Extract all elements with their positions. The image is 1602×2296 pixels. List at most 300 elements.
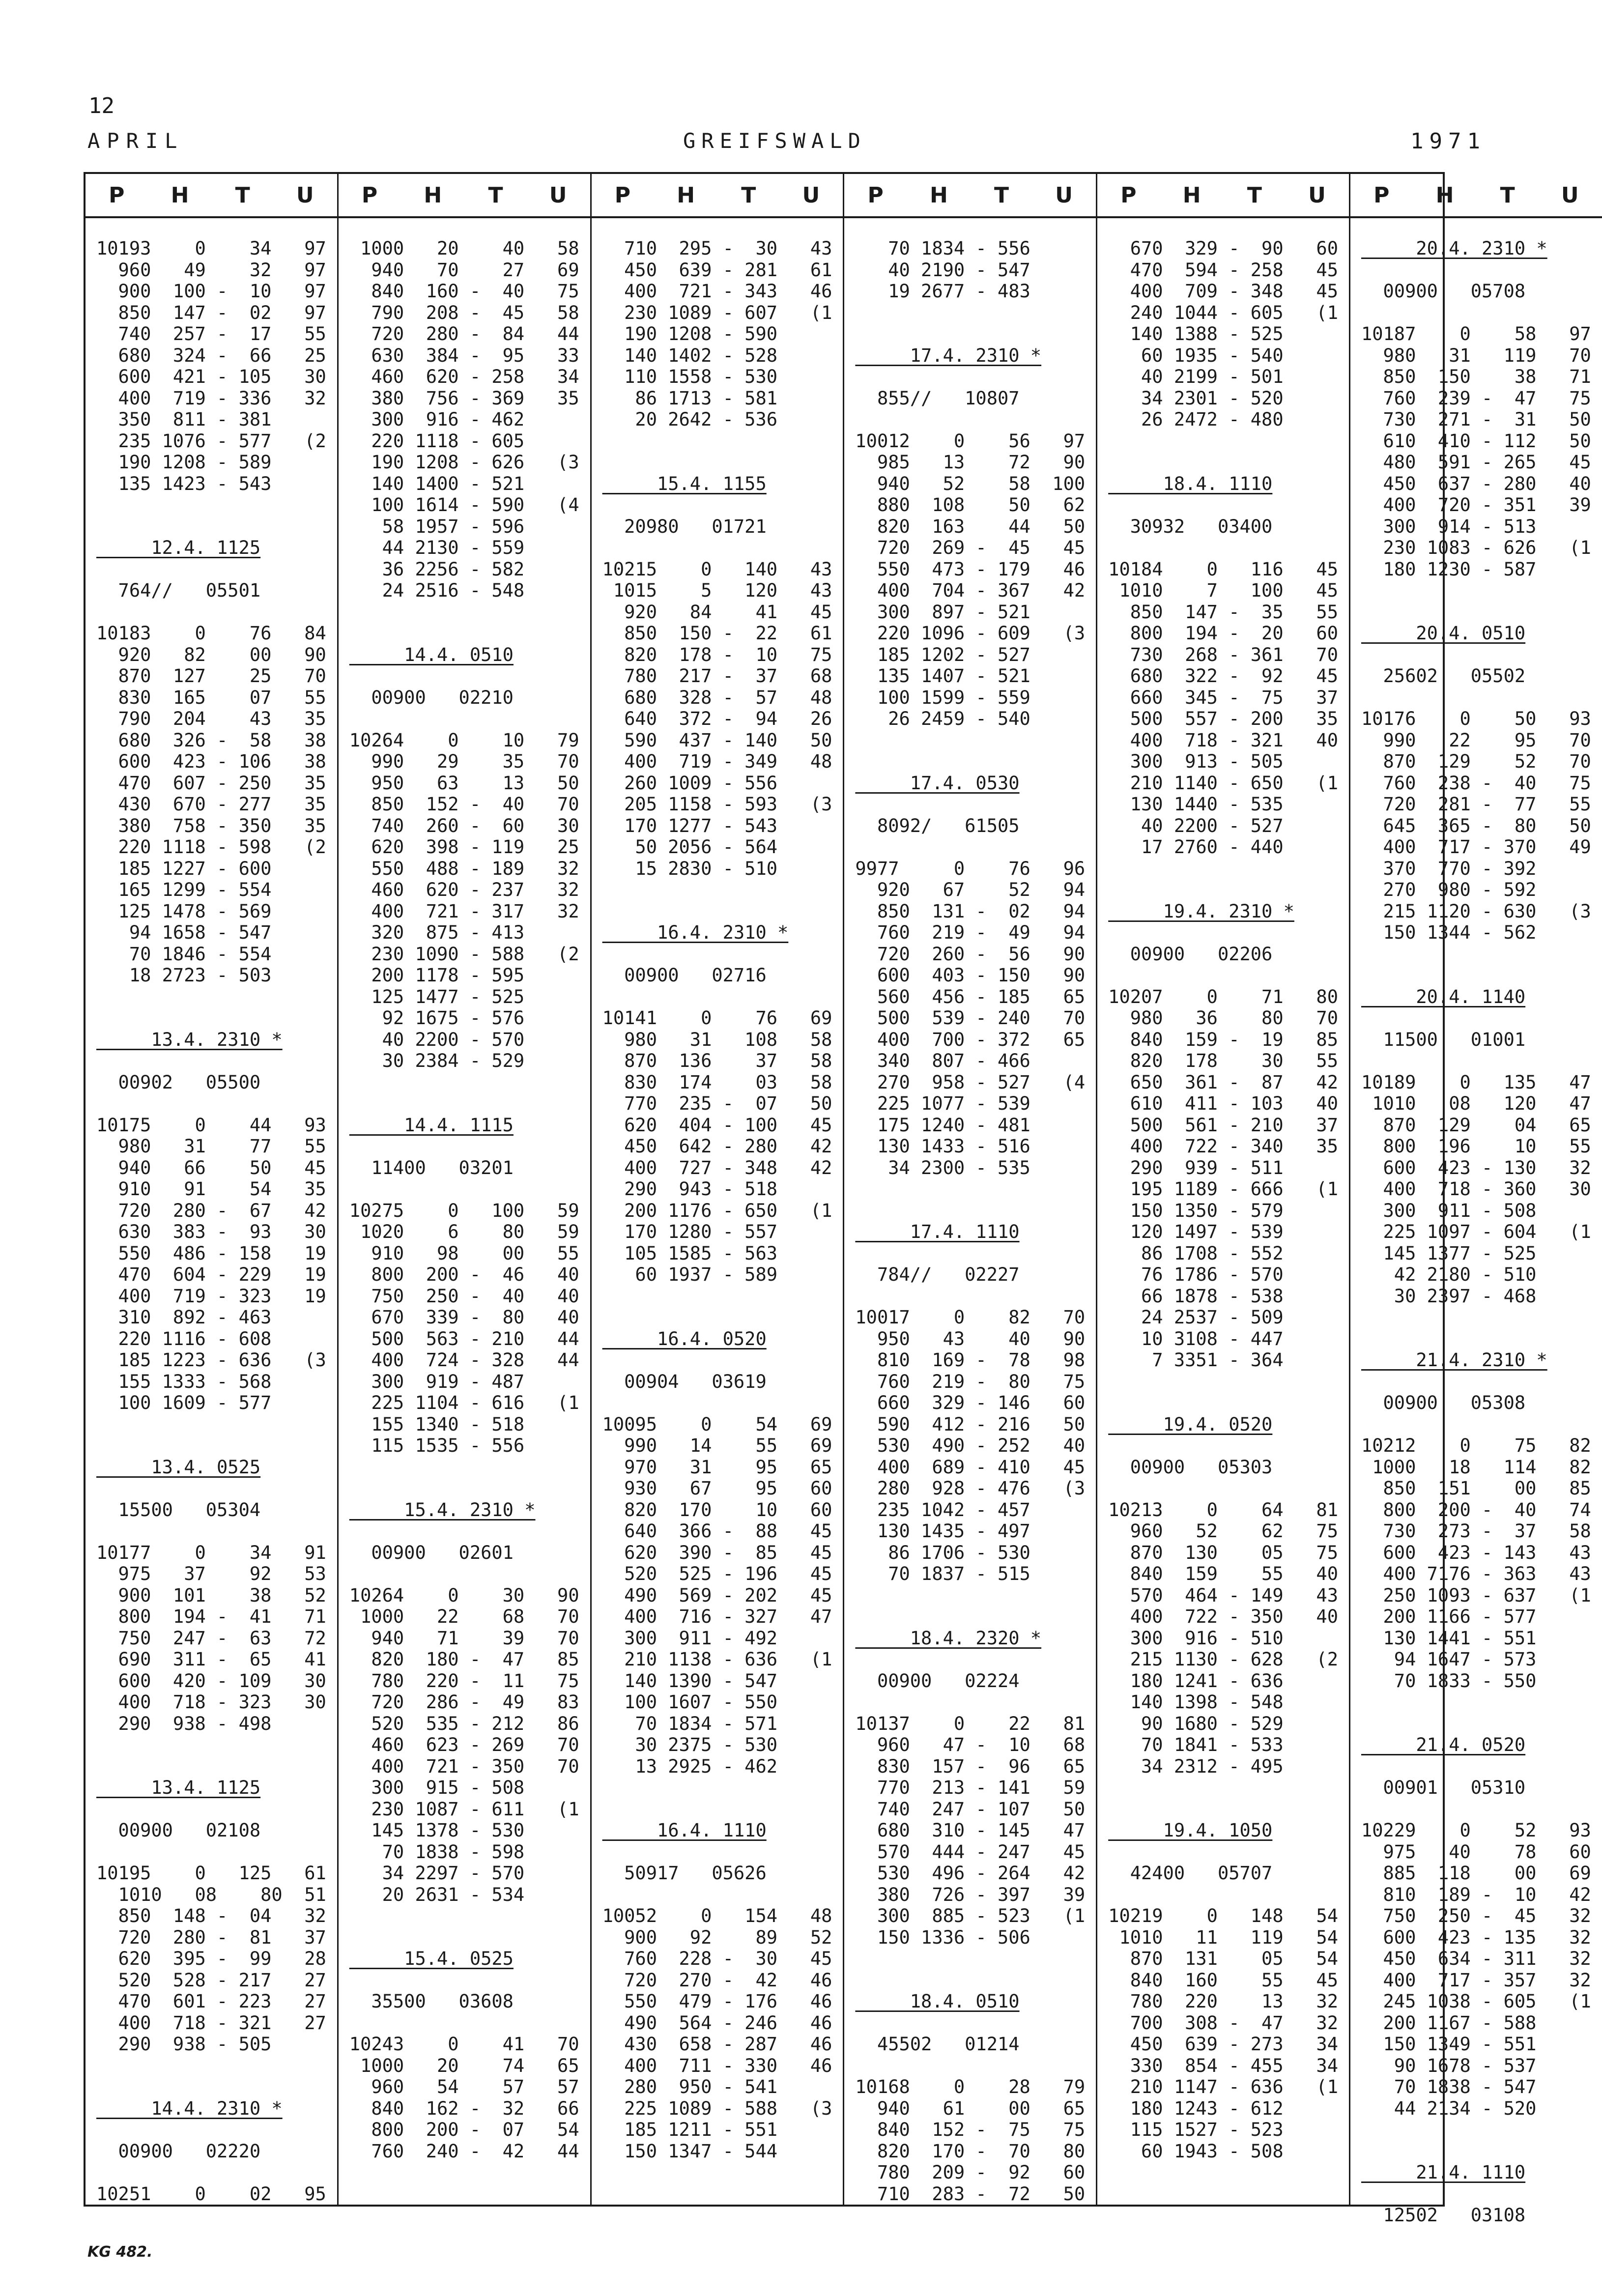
data-row: 720 280 - 81 37	[96, 1926, 326, 1948]
data-row: 10264 0 10 79	[349, 729, 579, 751]
data-row: 130 1440 - 535	[1108, 794, 1284, 815]
data-row	[1361, 944, 1591, 965]
data-row	[855, 2012, 1085, 2034]
data-row	[1108, 494, 1338, 516]
data-row: 190 1208 - 589	[96, 452, 272, 473]
data-row: 720 286 - 49 83	[349, 1692, 579, 1713]
data-row	[602, 452, 832, 473]
data-row: 530 496 - 264 42	[855, 1863, 1086, 1884]
sounding-header: 19.4. 0520	[1108, 1413, 1273, 1435]
header-u: U	[1561, 182, 1579, 208]
sounding-header: 21.4. 2310 *	[1361, 1349, 1547, 1371]
column-header	[1350, 174, 1602, 218]
sounding-table	[84, 172, 1591, 2226]
data-row: 10193 0 34 97	[96, 238, 326, 259]
data-row: 975 40 78 60	[1361, 1841, 1591, 1863]
data-row	[602, 1799, 832, 1820]
data-row	[602, 1884, 832, 1906]
data-row: 400 7176 - 363 43	[1361, 1563, 1591, 1584]
data-row: 380 758 - 350 35	[96, 815, 326, 836]
data-row: 900 100 - 10 97	[96, 281, 326, 302]
data-row: 850 151 00 85	[1361, 1478, 1591, 1499]
data-row: 680 324 - 66 25	[96, 344, 326, 366]
data-row	[349, 1457, 579, 1478]
data-row: 830 174 03 58	[602, 1071, 832, 1093]
sounding-header: 18.4. 2320 *	[855, 1627, 1042, 1649]
data-row: 520 525 - 196 45	[602, 1563, 832, 1584]
data-row: 620 390 - 85 45	[602, 1542, 832, 1563]
data-row: 840 152 - 75 75	[855, 2119, 1086, 2140]
data-row: 970 31 95 65	[602, 1456, 832, 1478]
data-row: 400 717 - 357 32	[1361, 1969, 1591, 1991]
data-row: 990 22 95 70	[1361, 729, 1591, 751]
data-row	[1361, 644, 1591, 666]
data-row: 400 718 - 321 27	[96, 2012, 326, 2034]
data-row: 45502 01214	[855, 2034, 1020, 2055]
data-row: 70 1838 - 547	[1361, 2076, 1537, 2097]
data-row: 145 1377 - 525	[1361, 1242, 1537, 1264]
data-row: 220 1116 - 608	[96, 1328, 272, 1349]
data-row: 550 486 - 158 19	[96, 1242, 326, 1264]
footer-code: KG 482.	[87, 2243, 153, 2261]
data-row: 630 384 - 95 33	[349, 344, 579, 366]
data-row: 1010 08 120 47	[1361, 1093, 1591, 1114]
data-row: 830 165 07 55	[96, 687, 326, 708]
page-number: 12	[88, 93, 114, 118]
data-row	[855, 836, 1085, 858]
header-h: H	[929, 182, 948, 208]
data-row: 590 412 - 216 50	[855, 1413, 1086, 1435]
data-row: 470 601 - 223 27	[96, 1991, 326, 2012]
data-row: 10229 0 52 93	[1361, 1820, 1591, 1841]
data-row: 350 811 - 381	[96, 409, 272, 430]
data-row: 400 718 - 321 40	[1108, 729, 1338, 751]
data-row: 380 756 - 369 35	[349, 387, 579, 409]
data-row: 30 2384 - 529	[349, 1050, 525, 1071]
data-row	[1108, 858, 1338, 880]
header-t: T	[1247, 182, 1262, 208]
data-row: 10168 0 28 79	[855, 2076, 1086, 2097]
data-row: 110 1558 - 530	[602, 366, 778, 387]
data-row	[1361, 259, 1591, 281]
sounding-header: 20.4. 2310 *	[1361, 238, 1547, 259]
data-row: 280 950 - 541	[602, 2076, 778, 2097]
data-row	[1108, 430, 1338, 452]
data-row	[855, 1178, 1085, 1200]
data-row: 680 310 - 145 47	[855, 1820, 1086, 1841]
data-row	[855, 730, 1085, 751]
header-p: P	[1120, 182, 1137, 208]
data-row: 24 2537 - 509	[1108, 1307, 1284, 1328]
data-row: 720 260 - 56 90	[855, 943, 1086, 965]
data-row	[1108, 1841, 1338, 1863]
data-row: 550 488 - 189 32	[349, 858, 579, 879]
data-row	[855, 1585, 1085, 1607]
data-row	[602, 1286, 832, 1307]
data-row	[1108, 1799, 1338, 1820]
data-row: 36 2256 - 582	[349, 558, 525, 580]
data-row: 135 1423 - 543	[96, 473, 272, 494]
data-row: 820 178 - 10 75	[602, 644, 832, 665]
data-row: 985 13 72 90	[855, 452, 1086, 473]
data-row: 200 1166 - 577	[1361, 1606, 1537, 1627]
data-row	[96, 1799, 326, 1820]
data-row: 720 280 - 67 42	[96, 1200, 326, 1221]
data-row: 140 1388 - 525	[1108, 323, 1284, 344]
data-row: 760 240 - 42 44	[349, 2140, 579, 2162]
data-row: 17 2760 - 440	[1108, 836, 1284, 858]
data-row: 450 639 - 281 61	[602, 259, 832, 281]
data-row: 90 1678 - 537	[1361, 2055, 1537, 2076]
data-row: 380 726 - 397 39	[855, 1884, 1086, 1905]
data-row	[602, 944, 832, 965]
data-row: 125 1478 - 569	[96, 900, 272, 922]
data-row: 900 101 38 52	[96, 1584, 326, 1606]
data-row: 640 372 - 94 26	[602, 708, 832, 729]
data-row: 920 82 00 90	[96, 644, 326, 665]
data-row: 245 1038 - 605 (1	[1361, 1991, 1591, 2012]
data-row: 720 281 - 77 55	[1361, 794, 1591, 815]
data-row: 180 1243 - 612	[1108, 2097, 1284, 2119]
data-row	[349, 1563, 579, 1585]
data-row: 290 938 - 505	[96, 2034, 272, 2055]
data-row: 990 14 55 69	[602, 1435, 832, 1456]
data-row: 500 563 - 210 44	[349, 1328, 579, 1349]
table-column-6	[1350, 174, 1602, 2226]
data-row: 100 1609 - 577	[96, 1392, 272, 1413]
header-t: T	[235, 182, 250, 208]
data-row: 00900 02210	[349, 687, 514, 708]
data-row	[855, 1243, 1085, 1264]
data-row	[602, 494, 832, 516]
data-row	[96, 2055, 326, 2077]
data-row: 750 250 - 45 32	[1361, 1905, 1591, 1926]
header-h: H	[677, 182, 695, 208]
data-row	[855, 794, 1085, 815]
table-column-1	[86, 174, 339, 2205]
data-row: 200 1167 - 588	[1361, 2012, 1537, 2034]
data-row: 10183 0 76 84	[96, 623, 326, 644]
data-row: 740 260 - 60 30	[349, 815, 579, 836]
data-row	[96, 1050, 326, 1072]
data-row: 800 200 - 46 40	[349, 1264, 579, 1285]
data-row: 300 885 - 523 (1	[855, 1905, 1086, 1926]
header-u: U	[1055, 182, 1073, 208]
data-row: 86 1713 - 581	[602, 387, 778, 409]
data-row: 10017 0 82 70	[855, 1307, 1086, 1328]
data-row: 170 1277 - 543	[602, 815, 778, 836]
data-row: 960 49 32 97	[96, 259, 326, 281]
data-row	[1361, 2119, 1591, 2141]
data-row: 140 1390 - 547	[602, 1670, 778, 1692]
data-row: 960 47 - 10 68	[855, 1734, 1086, 1755]
data-row: 34 2297 - 570	[349, 1863, 525, 1884]
data-row: 34 2301 - 520	[1108, 387, 1284, 409]
data-row: 140 1400 - 521	[349, 473, 525, 494]
data-row: 810 189 - 10 42	[1361, 1884, 1591, 1905]
sounding-header: 17.4. 1110	[855, 1221, 1020, 1242]
sounding-header: 19.4. 2310 *	[1108, 900, 1294, 922]
data-row: 140 1402 - 528	[602, 344, 778, 366]
data-row: 680 328 - 57 48	[602, 687, 832, 708]
data-row	[1108, 1478, 1338, 1499]
data-row	[1108, 1371, 1338, 1393]
data-row	[855, 1649, 1085, 1670]
table-column-3	[592, 174, 845, 2205]
data-row: 10052 0 154 48	[602, 1905, 832, 1926]
table-column-2	[339, 174, 592, 2205]
column-header	[86, 174, 337, 218]
data-row: 730 268 - 361 70	[1108, 644, 1338, 665]
data-row: 9977 0 76 96	[855, 858, 1086, 879]
data-row: 740 247 - 107 50	[855, 1798, 1086, 1820]
data-row: 19 2677 - 483	[855, 281, 1030, 302]
data-row	[602, 537, 832, 559]
data-row	[96, 1756, 326, 1778]
data-row: 400 721 - 350 70	[349, 1755, 579, 1777]
data-row	[602, 1392, 832, 1414]
data-row: 15500 05304	[96, 1499, 261, 1521]
data-row: 235 1076 - 577 (2	[96, 430, 326, 452]
sounding-header: 13.4. 0525	[96, 1456, 261, 1478]
data-row: 460 623 - 269 70	[349, 1734, 579, 1755]
sounding-header: 14.4. 2310 *	[96, 2097, 283, 2119]
data-row: 850 150 38 71	[1361, 366, 1591, 387]
data-row: 910 98 00 55	[349, 1242, 579, 1264]
data-row: 530 490 - 252 40	[855, 1435, 1086, 1456]
data-row: 150 1336 - 506	[855, 1926, 1030, 1948]
data-row	[1361, 2183, 1591, 2205]
data-row: 26 2472 - 480	[1108, 409, 1284, 430]
table-column-4	[844, 174, 1097, 2205]
station-name: GREIFSWALD	[683, 129, 866, 153]
data-row: 130 1435 - 497	[855, 1521, 1030, 1542]
data-row: 90 1680 - 529	[1108, 1713, 1284, 1734]
data-row	[1361, 2141, 1591, 2162]
data-row: 490 564 - 246 46	[602, 2012, 832, 2034]
data-row: 10207 0 71 80	[1108, 986, 1338, 1007]
data-row: 720 270 - 42 46	[602, 1969, 832, 1991]
data-row: 42 2180 - 510	[1361, 1264, 1537, 1285]
data-row: 230 1087 - 611 (1	[349, 1798, 579, 1820]
data-row: 560 456 - 185 65	[855, 986, 1086, 1007]
data-row: 185 1211 - 551	[602, 2119, 778, 2140]
data-row	[602, 986, 832, 1008]
data-row: 940 61 00 65	[855, 2097, 1086, 2119]
data-row	[96, 1414, 326, 1435]
data-row: 660 345 - 75 37	[1108, 687, 1338, 708]
data-row: 60 1937 - 589	[602, 1264, 778, 1285]
header-u: U	[1308, 182, 1326, 208]
data-row	[1108, 965, 1338, 986]
column-body	[1350, 218, 1602, 2226]
sounding-header: 17.4. 0530	[855, 772, 1020, 794]
data-row	[602, 1841, 832, 1863]
data-row: 700 308 - 47 32	[1108, 2012, 1338, 2034]
data-row: 70 1841 - 533	[1108, 1734, 1284, 1755]
data-row: 870 129 04 65	[1361, 1114, 1591, 1136]
data-row: 650 361 - 87 42	[1108, 1071, 1338, 1093]
data-row: 60 1943 - 508	[1108, 2140, 1284, 2162]
data-row	[602, 1349, 832, 1371]
data-row	[602, 430, 832, 452]
header-p: P	[1373, 182, 1390, 208]
data-row: 630 383 - 93 30	[96, 1221, 326, 1242]
data-row: 10 3108 - 447	[1108, 1328, 1284, 1349]
data-row: 800 200 - 07 54	[349, 2119, 579, 2140]
data-row: 20 2631 - 534	[349, 1884, 525, 1905]
header-h: H	[1182, 182, 1201, 208]
data-row: 300 913 - 505	[1108, 751, 1284, 772]
data-row: 180 1241 - 636	[1108, 1670, 1284, 1692]
data-row: 11400 03201	[349, 1157, 514, 1178]
data-row: 240 1044 - 605 (1	[1108, 302, 1338, 323]
data-row: 155 1340 - 518	[349, 1413, 525, 1435]
data-row	[349, 665, 579, 687]
data-row: 730 271 - 31 50	[1361, 409, 1591, 430]
data-row: 400 689 - 410 45	[855, 1456, 1086, 1478]
data-row: 960 52 62 75	[1108, 1521, 1338, 1542]
data-row: 115 1535 - 556	[349, 1435, 525, 1456]
data-row: 590 437 - 140 50	[602, 729, 832, 751]
data-row	[96, 1521, 326, 1542]
data-row	[1361, 1756, 1591, 1778]
data-row: 400 719 - 323 19	[96, 1285, 326, 1307]
data-row: 115 1527 - 523	[1108, 2119, 1284, 2140]
data-row: 550 473 - 179 46	[855, 558, 1086, 580]
data-row: 300 914 - 513	[1361, 516, 1537, 537]
data-row: 600 403 - 150 90	[855, 965, 1086, 986]
data-row: 850 147 - 35 55	[1108, 601, 1338, 623]
data-row: 70 1833 - 550	[1361, 1670, 1537, 1692]
data-row: 600 423 - 130 32	[1361, 1157, 1591, 1178]
data-row: 10175 0 44 93	[96, 1114, 326, 1136]
data-row: 1000 20 40 58	[349, 238, 579, 259]
data-row: 1010 7 100 45	[1108, 580, 1338, 601]
data-row: 180 1230 - 587	[1361, 558, 1537, 580]
data-row: 00900 02224	[855, 1670, 1020, 1692]
data-row	[349, 1478, 579, 1499]
data-row: 470 594 - 258 45	[1108, 259, 1338, 281]
data-row	[1108, 1435, 1338, 1457]
data-row: 300 916 - 510	[1108, 1627, 1284, 1649]
data-row: 10243 0 41 70	[349, 2034, 579, 2055]
data-row: 600 423 - 106 38	[96, 751, 326, 772]
column-body	[339, 218, 590, 2162]
sounding-header: 15.4. 0525	[349, 1948, 514, 1969]
data-row: 25602 05502	[1361, 665, 1526, 687]
data-row: 840 162 - 32 66	[349, 2097, 579, 2119]
data-row: 66 1878 - 538	[1108, 1285, 1284, 1307]
data-row	[602, 1307, 832, 1328]
data-row: 460 620 - 258 34	[349, 366, 579, 387]
data-row: 820 180 - 47 85	[349, 1649, 579, 1670]
data-row: 00900 02206	[1108, 943, 1273, 965]
data-row: 34 2312 - 495	[1108, 1755, 1284, 1777]
data-row: 470 604 - 229 19	[96, 1264, 326, 1285]
data-row: 930 67 95 60	[602, 1478, 832, 1499]
data-row	[1108, 537, 1338, 559]
header-u: U	[549, 182, 567, 208]
data-row: 225 1089 - 588 (3	[602, 2097, 832, 2119]
data-row: 370 770 - 392	[1361, 858, 1537, 879]
data-row: 980 31 119 70	[1361, 344, 1591, 366]
data-row: 600 421 - 105 30	[96, 366, 326, 387]
sounding-header: 14.4. 0510	[349, 644, 514, 665]
data-row: 780 217 - 37 68	[602, 665, 832, 687]
data-row	[1361, 965, 1591, 986]
data-row	[96, 986, 326, 1008]
data-row: 100 1614 - 590 (4	[349, 494, 579, 516]
data-row: 670 329 - 90 60	[1108, 238, 1338, 259]
data-row	[1108, 1884, 1338, 1906]
data-row: 870 127 25 70	[96, 665, 326, 687]
header-t: T	[488, 182, 503, 208]
data-row: 00900 05303	[1108, 1456, 1273, 1478]
sounding-header: 17.4. 2310 *	[855, 344, 1042, 366]
header-p: P	[109, 182, 125, 208]
data-row: 225 1104 - 616 (1	[349, 1392, 579, 1413]
data-row: 520 535 - 212 86	[349, 1713, 579, 1734]
data-row: 900 92 89 52	[602, 1926, 832, 1948]
column-header	[339, 174, 590, 218]
data-row: 840 159 - 19 85	[1108, 1029, 1338, 1050]
data-row	[349, 1927, 579, 1949]
header-h: H	[1435, 182, 1454, 208]
data-row: 980 31 108 58	[602, 1029, 832, 1050]
data-row	[96, 2076, 326, 2098]
data-row: 150 1344 - 562	[1361, 922, 1537, 943]
data-row: 760 238 - 40 75	[1361, 772, 1591, 794]
data-row: 40 2190 - 547	[855, 259, 1030, 281]
data-row: 10095 0 54 69	[602, 1413, 832, 1435]
data-row: 170 1280 - 557	[602, 1221, 778, 1242]
data-row: 790 208 - 45 58	[349, 302, 579, 323]
data-row: 450 634 - 311 32	[1361, 1948, 1591, 1969]
data-row	[855, 323, 1085, 345]
data-row: 450 637 - 280 40	[1361, 473, 1591, 494]
data-row: 920 67 52 94	[855, 879, 1086, 900]
data-row	[96, 1734, 326, 1756]
data-row: 760 228 - 30 45	[602, 1948, 832, 1969]
data-row	[1361, 1414, 1591, 1435]
data-row: 125 1477 - 525	[349, 986, 525, 1007]
sounding-header: 12.4. 1125	[96, 537, 261, 558]
month-label: APRIL	[87, 129, 184, 153]
data-row: 70 1846 - 554	[96, 943, 272, 965]
data-row: 230 1083 - 626 (1	[1361, 537, 1591, 558]
data-row: 76 1786 - 570	[1108, 1264, 1284, 1285]
data-row: 940 52 58 100	[855, 473, 1086, 494]
data-row: 92 1675 - 576	[349, 1007, 525, 1029]
data-row: 50917 05626	[602, 1863, 767, 1884]
header-t: T	[1500, 182, 1515, 208]
data-row	[602, 1777, 832, 1799]
data-row	[855, 1692, 1085, 1713]
data-row: 210 1138 - 636 (1	[602, 1649, 832, 1670]
data-row: 820 178 30 55	[1108, 1050, 1338, 1071]
data-row: 300 911 - 492	[602, 1627, 778, 1649]
data-row: 86 1708 - 552	[1108, 1242, 1284, 1264]
data-row: 225 1097 - 604 (1	[1361, 1221, 1591, 1242]
data-row	[1361, 1007, 1591, 1029]
data-row: 710 283 - 72 50	[855, 2183, 1086, 2205]
data-row	[1108, 452, 1338, 473]
data-row	[349, 1072, 579, 1093]
sounding-header: 16.4. 2310 *	[602, 922, 789, 943]
data-row: 820 170 10 60	[602, 1499, 832, 1521]
data-row: 135 1407 - 521	[855, 665, 1030, 687]
